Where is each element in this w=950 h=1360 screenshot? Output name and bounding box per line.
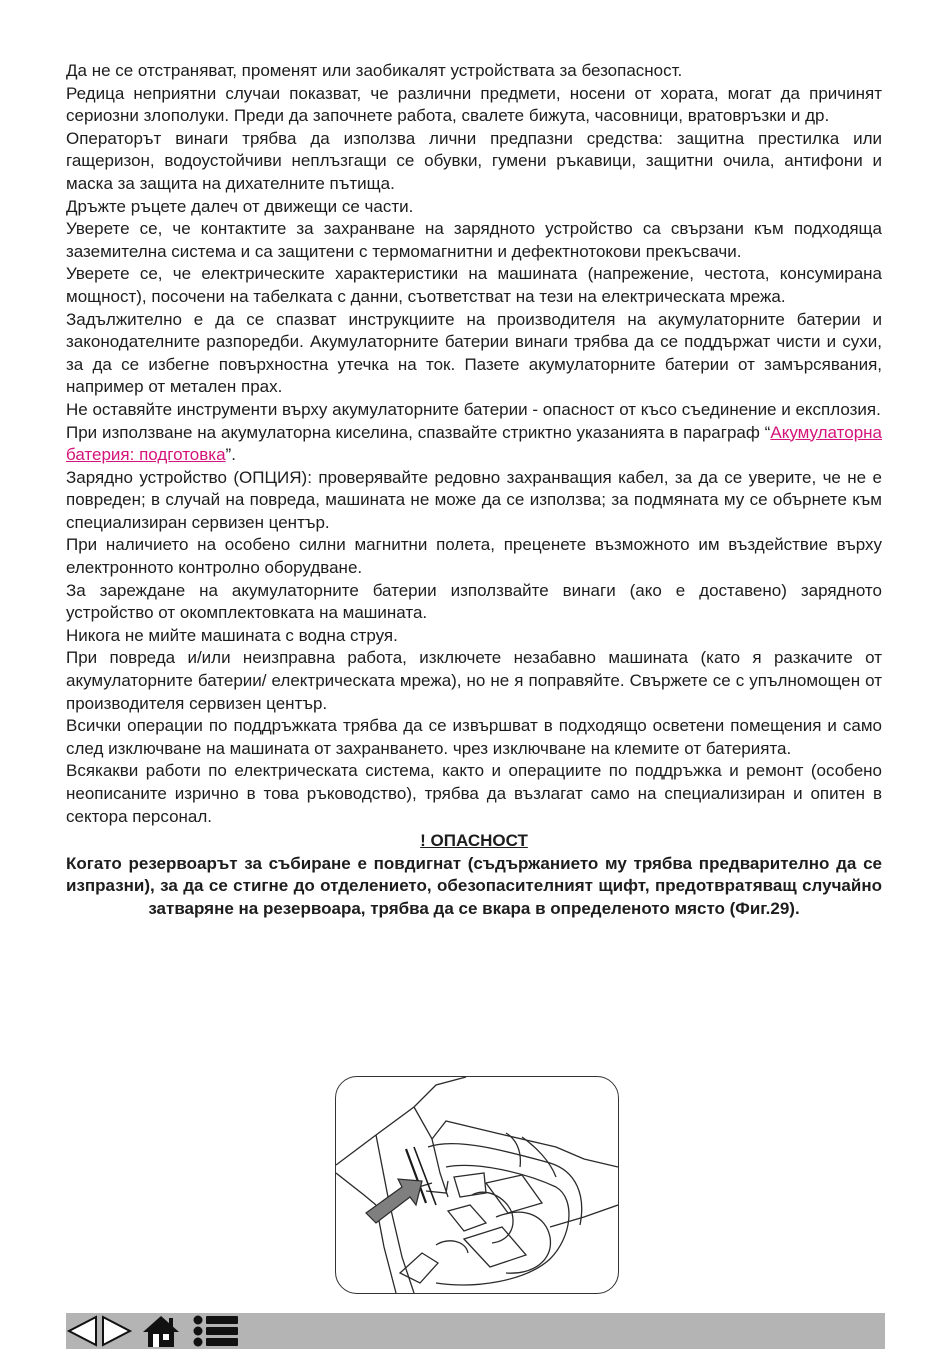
paragraph-electrical-work: Всякакви работи по електрическата система, както и операциите по поддръжка и ремонт (особено неописаните изрично в това ръководство), трябва да възлагат само на специализиран и опитен в сектора персонал.	[66, 761, 882, 826]
paragraph-personal-items: Редица неприятни случаи показват, че различни предмети, носени от хората, могат да причинят сериозни злополуки. Преди да започнете работа, свалете бижута, часовници, вратовръзки и др.	[66, 83, 882, 126]
table-of-contents-icon[interactable]	[192, 1313, 240, 1349]
paragraph-maintenance-lighting: Всички операции по поддръжката трябва да се извършват в подходящо осветени помещения и само след изключване на машината от захранването. чрез изключване на клемите от батерията.	[66, 716, 882, 758]
document-body	[66, 60, 882, 921]
battery-preparation-link[interactable]: Акумулаторна батерия: подготовка	[66, 422, 882, 465]
footer-navigation-bar	[66, 1313, 885, 1349]
paragraph-magnetic-fields: При наличието на особено силни магнитни полета, преценете възможното им въздействие върху електронното контролно оборудване.	[66, 535, 882, 578]
home-icon[interactable]	[141, 1313, 181, 1349]
paragraph-grounding: Уверете се, че контактите за захранване на зарядното устройство са свързани към подходяща заземителна система и са защитени с термомагнитни и дефектнотокови прекъсвачи.	[66, 219, 882, 261]
acid-text-after: ”.	[225, 445, 236, 465]
warning-body: Когато резервоарът за събиране е повдигнат (съдържанието му трябва предварително да се изпразни), за да се стигне до отделението, обезопасителният щифт, предотвратяващ случайно затваряне на резервоара, трябва да се вкара в определеното място (Фиг.29).	[66, 853, 882, 918]
next-page-icon[interactable]	[100, 1313, 133, 1349]
figure-29-illustration	[335, 1076, 619, 1294]
warning-title: ! ОПАСНОСТ	[420, 831, 528, 851]
tank-safety-pin-drawing	[336, 1077, 618, 1293]
paragraph-moving-parts: Дръжте ръцете далеч от движещи се части.	[66, 196, 414, 216]
previous-page-icon[interactable]	[66, 1313, 99, 1349]
arrow-pointer-icon	[366, 1179, 422, 1223]
paragraph-charging: За зареждане на акумулаторните батерии използвайте винаги (ако е доставено) зарядното устройство от окомплектовката на машината.	[66, 580, 882, 623]
paragraph-tools-on-batteries: Не оставяйте инструменти върху акумулаторните батерии - опасност от късо съединение и експлозия.	[66, 399, 881, 419]
paragraph-battery-acid	[66, 422, 882, 467]
paragraph-charger-cable: Зарядно устройство (ОПЦИЯ): проверявайте редовно захранващия кабел, за да се уверите, че не е повреден; в случай на повреда, машината не може да се използва; за подмяната му се обърнете към специализиран сервизен център.	[66, 467, 882, 532]
paragraph-electrical-specs: Уверете се, че електрическите характеристики на машината (напрежение, честота, консумирана мощност), посочени на табелката с данни, съответстват на тези на електрическата мрежа.	[66, 264, 882, 306]
paragraph-no-water-jet: Никога не мийте машината с водна струя.	[66, 625, 398, 645]
paragraph-malfunction: При повреда и/или неизправна работа, изключете незабавно машината (като я разкачите от акумулаторните батерии/ електрическата мрежа), но не я поправяйте. Свържете се с упълномощен от производителя сервизен център.	[66, 648, 882, 713]
paragraph-safety-devices: Да не се отстраняват, променят или заобикалят устройствата за безопасност.	[66, 61, 683, 80]
paragraph-battery-instructions: Задължително е да се спазват инструкциите на производителя на акумулаторните батерии и законодателните разпоредби. Акумулаторните батерии винаги трябва да се поддържат чисти и сухи, за да се избегне повърхностна утечка на ток. Пазете акумулаторните батерии от замърсявания, например от метален прах.	[66, 309, 882, 397]
paragraph-protective-equipment: Операторът винаги трябва да използва лични предпазни средства: защитна престилка или гащеризон, водоустойчиви неплъзгащи се обувки, гумени ръкавици, защитни очила, антифони и маска за защита на дихателните пътища.	[66, 128, 882, 193]
acid-text-before: При използване на акумулаторна киселина, спазвайте стриктно указанията в параграф “	[66, 422, 771, 442]
